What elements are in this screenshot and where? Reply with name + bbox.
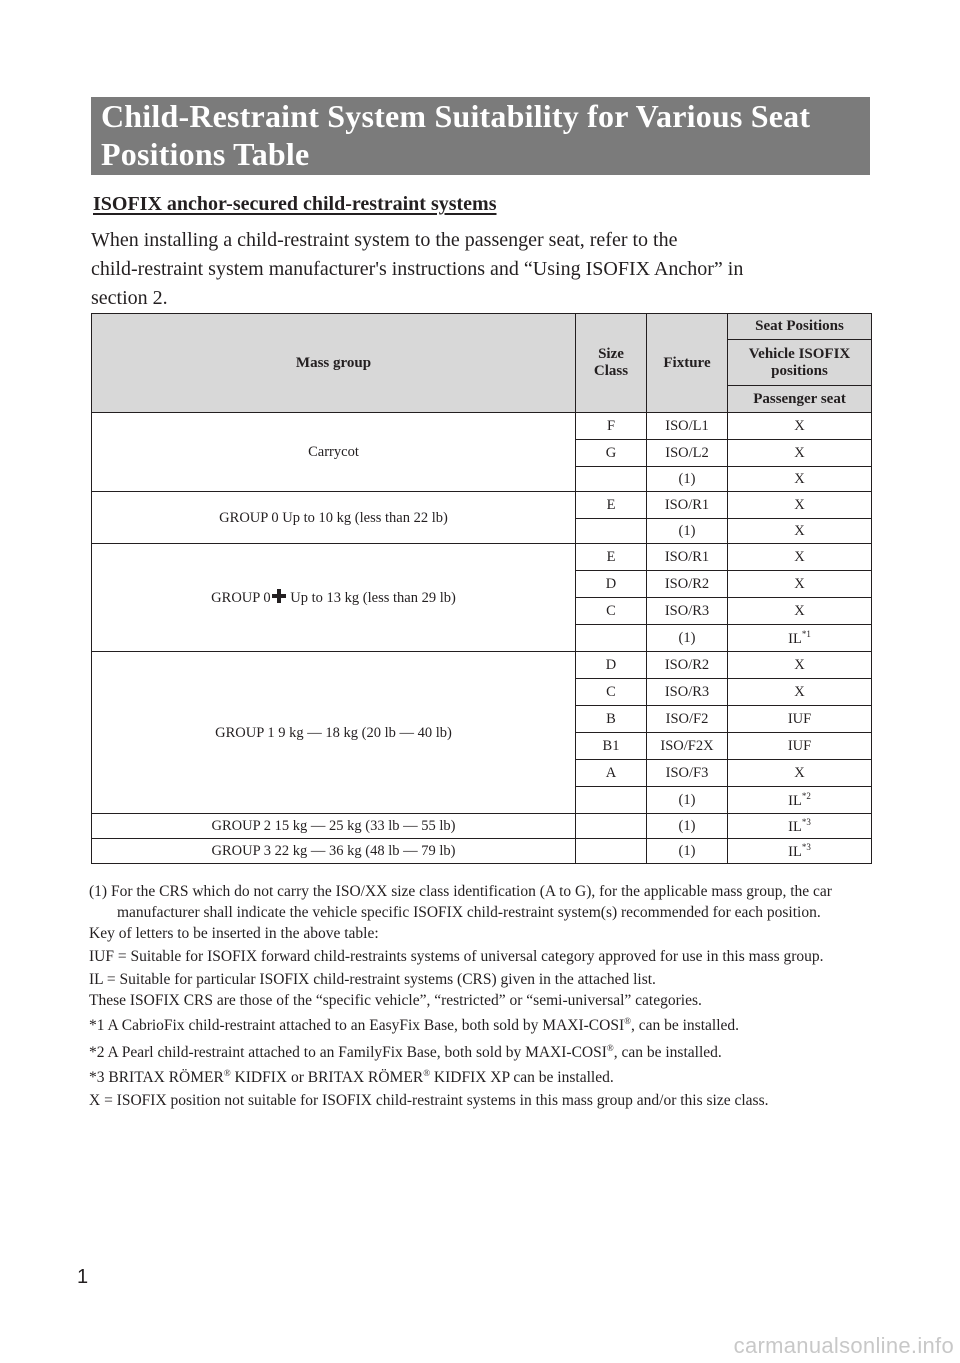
size-class-cell <box>576 625 647 652</box>
size-class-cell: G <box>576 440 647 467</box>
passenger-seat-value: IL <box>788 818 802 835</box>
passenger-seat-cell <box>728 839 872 864</box>
passenger-seat-cell: X <box>728 679 872 706</box>
mass-group-cell: GROUP 0 Up to 10 kg (less than 22 lb) <box>92 492 576 544</box>
note-star-3-tail: KIDFIX XP can be installed. <box>430 1069 614 1086</box>
mass-group-label-suffix: Up to 13 kg (less than 29 lb) <box>286 589 456 606</box>
passenger-seat-cell: X <box>728 571 872 598</box>
passenger-seat-value: IL <box>788 843 802 860</box>
size-class-cell <box>576 839 647 864</box>
mass-group-cell: Carrycot <box>92 413 576 492</box>
header-size-class-line-1: Size <box>598 346 624 362</box>
note-key-intro: Key of letters to be inserted in the above table: <box>89 925 379 942</box>
intro-line-1: When installing a child-restraint system to the passenger seat, refer to the <box>91 229 678 251</box>
passenger-seat-value: IL <box>788 792 802 809</box>
passenger-seat-cell: X <box>728 413 872 440</box>
size-class-cell <box>576 787 647 814</box>
passenger-seat-cell <box>728 814 872 839</box>
intro-line-2: child-restraint system manufacturer's instructions and “Using ISOFIX Anchor” in <box>91 258 744 280</box>
table-row <box>92 814 872 839</box>
registered-mark: ® <box>624 1016 631 1026</box>
footnote-marker: *3 <box>801 816 811 827</box>
suitability-table <box>91 313 872 864</box>
note-star-1 <box>89 1011 874 1036</box>
passenger-seat-cell: X <box>728 652 872 679</box>
passenger-seat-value: IL <box>788 630 802 647</box>
table-row <box>92 413 872 440</box>
section-subheading: ISOFIX anchor-secured child-restraint systems <box>93 193 497 215</box>
fixture-cell: ISO/R1 <box>647 492 728 519</box>
fixture-cell: ISO/F3 <box>647 760 728 787</box>
passenger-seat-cell: IUF <box>728 706 872 733</box>
header-seat-positions: Seat Positions <box>728 314 872 340</box>
fixture-cell: ISO/R3 <box>647 598 728 625</box>
passenger-seat-cell: X <box>728 519 872 544</box>
table-row <box>92 839 872 864</box>
mass-group-cell: GROUP 1 9 kg — 18 kg (20 lb — 40 lb) <box>92 652 576 814</box>
size-class-cell: E <box>576 544 647 571</box>
size-class-cell <box>576 467 647 492</box>
header-vehicle-isofix-line-2: positions <box>771 362 828 379</box>
fixture-cell: (1) <box>647 787 728 814</box>
table-row <box>92 492 872 519</box>
footnote-marker: *3 <box>801 841 811 852</box>
fixture-cell: ISO/R3 <box>647 679 728 706</box>
size-class-cell: D <box>576 652 647 679</box>
page-number: 1 <box>77 1266 89 1288</box>
fixture-cell: ISO/L1 <box>647 413 728 440</box>
note-il: IL = Suitable for particular ISOFIX child-restraint systems (CRS) given in the attached list. <box>89 971 656 988</box>
size-class-cell: C <box>576 598 647 625</box>
page-title-banner <box>91 97 870 175</box>
registered-mark: ® <box>223 1068 231 1078</box>
fixture-cell: ISO/R1 <box>647 544 728 571</box>
mass-group-label-prefix: GROUP 0 <box>211 589 271 606</box>
footnote-marker: *1 <box>801 628 811 639</box>
note-star-2-tail: , can be installed. <box>613 1044 722 1061</box>
page-title-line-2: Positions Table <box>101 136 310 172</box>
note-iuf: IUF = Suitable for ISOFIX forward child-restraints systems of universal category approved for use in this mass group. <box>89 948 824 965</box>
header-passenger-seat: Passenger seat <box>728 386 872 413</box>
size-class-cell <box>576 519 647 544</box>
note-star-3-middle: KIDFIX or BRITAX RÖMER <box>230 1069 424 1086</box>
note-star-2-text: *2 A Pearl child-restraint attached to an FamilyFix Base, both sold by MAXI-COSI <box>89 1044 607 1061</box>
footnote-marker: *2 <box>801 790 811 801</box>
fixture-cell: ISO/R2 <box>647 571 728 598</box>
note-star-1-tail: , can be installed. <box>630 1017 739 1034</box>
passenger-seat-cell: X <box>728 760 872 787</box>
header-mass-group: Mass group <box>92 314 576 413</box>
note-star-3 <box>89 1063 874 1088</box>
size-class-cell: F <box>576 413 647 440</box>
fixture-cell: (1) <box>647 467 728 492</box>
intro-paragraph <box>91 226 871 313</box>
table-row <box>92 652 872 679</box>
passenger-seat-cell <box>728 787 872 814</box>
passenger-seat-cell <box>728 625 872 652</box>
note-star-1-text: *1 A CabrioFix child-restraint attached to an EasyFix Base, both sold by MAXI-COSI <box>89 1017 625 1034</box>
page-title-line-1: Child-Restraint System Suitability for Various Seat <box>101 98 811 134</box>
passenger-seat-cell: X <box>728 492 872 519</box>
header-size-class <box>576 314 647 413</box>
fixture-cell: (1) <box>647 814 728 839</box>
watermark: carmanualsonline.info <box>733 1333 954 1358</box>
note-il-categories: These ISOFIX CRS are those of the “specific vehicle”, “restricted” or “semi-universal” categories. <box>89 992 702 1009</box>
fixture-cell: ISO/R2 <box>647 652 728 679</box>
size-class-cell: B <box>576 706 647 733</box>
passenger-seat-cell: X <box>728 440 872 467</box>
mass-group-cell <box>92 544 576 652</box>
header-size-class-line-2: Class <box>593 363 629 379</box>
note-star-3-text: *3 BRITAX RÖMER <box>89 1069 224 1086</box>
note-star-2 <box>89 1038 874 1063</box>
fixture-cell: (1) <box>647 625 728 652</box>
size-class-cell: A <box>576 760 647 787</box>
size-class-cell: E <box>576 492 647 519</box>
note-size-class: (1) For the CRS which do not carry the ISO/XX size class identification (A to G), for the applicable mass group, the car manufacturer shall indicate the vehicle specific ISOFIX child-restraint system(s) recommended for each position. <box>89 883 832 921</box>
fixture-cell: ISO/F2X <box>647 733 728 760</box>
registered-mark: ® <box>423 1068 431 1078</box>
intro-line-3: section 2. <box>91 287 168 309</box>
header-vehicle-isofix-line-1: Vehicle ISOFIX <box>748 345 851 362</box>
note-x: X = ISOFIX position not suitable for ISOFIX child-restraint systems in this mass group and/or this size class. <box>89 1092 769 1109</box>
footnotes <box>89 881 874 1111</box>
header-vehicle-isofix-positions <box>728 340 872 386</box>
fixture-cell: ISO/L2 <box>647 440 728 467</box>
fixture-cell: (1) <box>647 839 728 864</box>
passenger-seat-cell: IUF <box>728 733 872 760</box>
passenger-seat-cell: X <box>728 544 872 571</box>
passenger-seat-cell: X <box>728 467 872 492</box>
fixture-cell: (1) <box>647 519 728 544</box>
mass-group-cell: GROUP 2 15 kg — 25 kg (33 lb — 55 lb) <box>92 814 576 839</box>
passenger-seat-cell: X <box>728 598 872 625</box>
plus-icon <box>272 589 286 603</box>
table-row <box>92 544 872 571</box>
size-class-cell: D <box>576 571 647 598</box>
mass-group-cell: GROUP 3 22 kg — 36 kg (48 lb — 79 lb) <box>92 839 576 864</box>
size-class-cell: C <box>576 679 647 706</box>
header-fixture: Fixture <box>647 314 728 413</box>
fixture-cell: ISO/F2 <box>647 706 728 733</box>
size-class-cell <box>576 814 647 839</box>
size-class-cell: B1 <box>576 733 647 760</box>
registered-mark: ® <box>606 1043 614 1053</box>
